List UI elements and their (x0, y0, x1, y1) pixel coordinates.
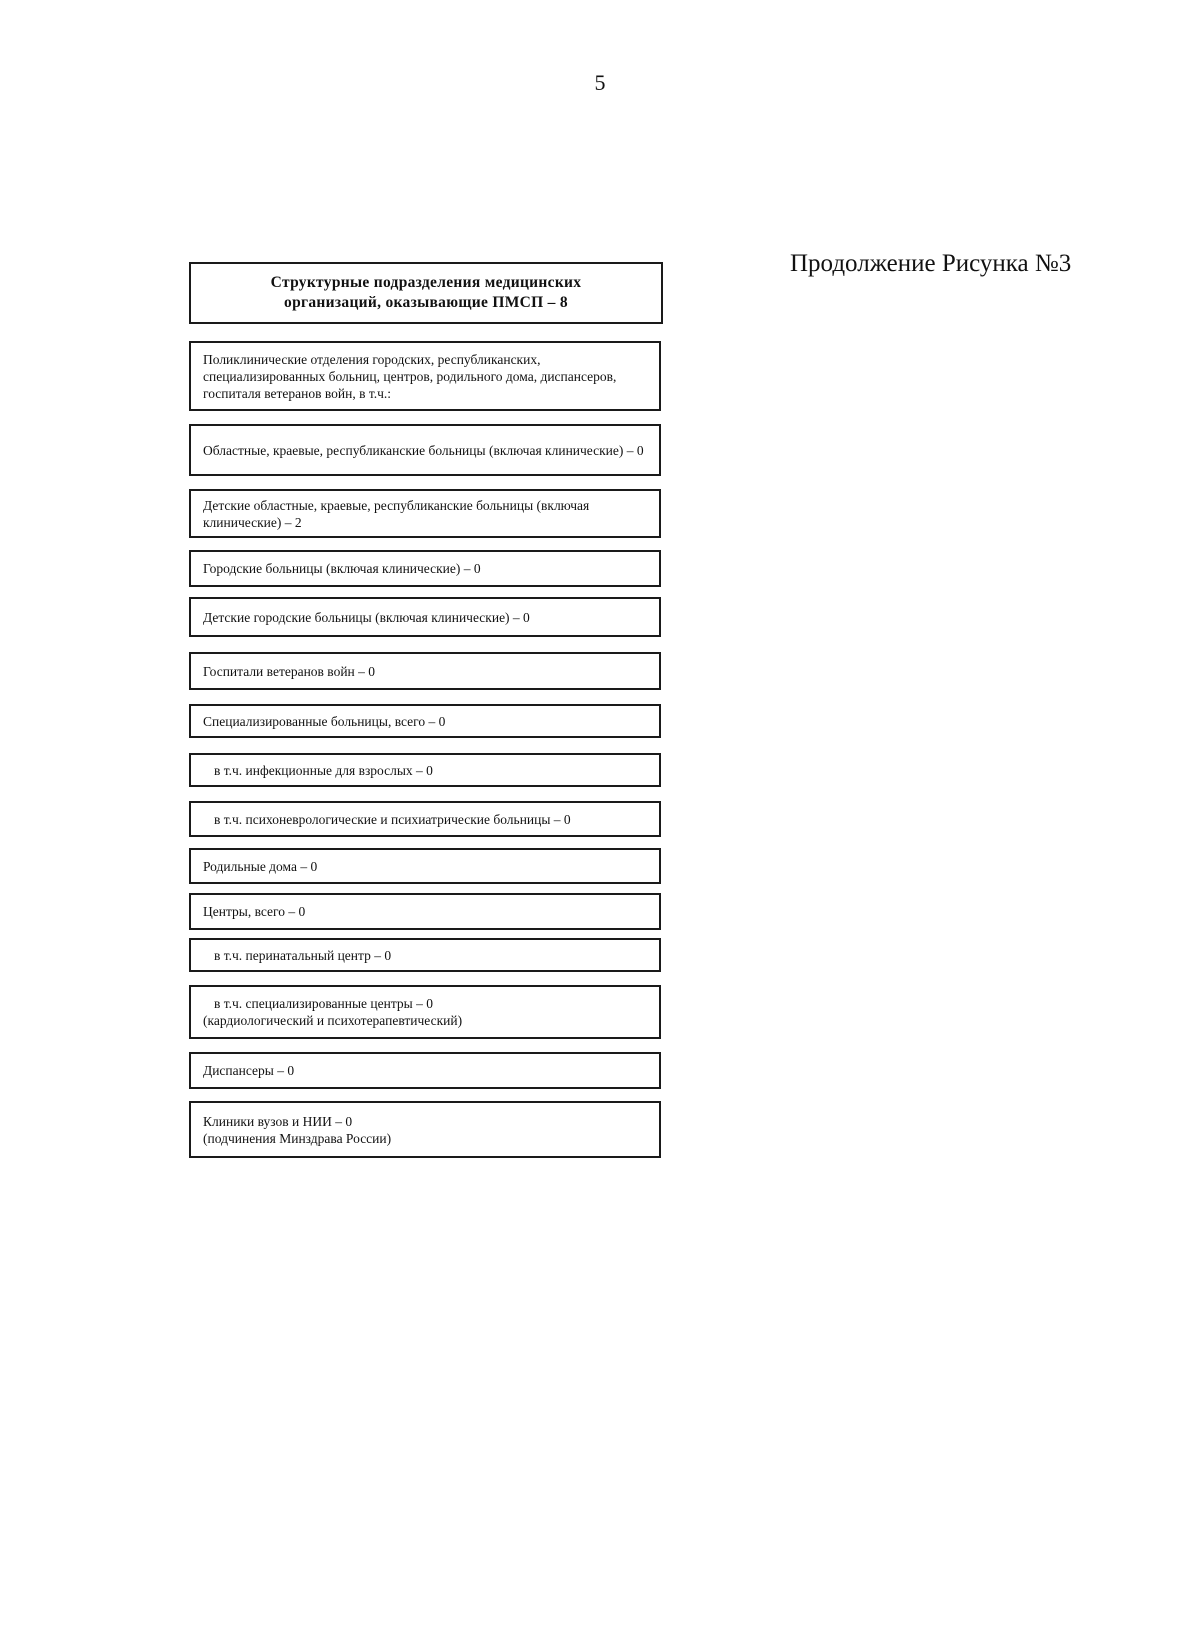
specialized-hospitals-box (189, 704, 661, 738)
box-text: Детские городские больницы (включая клинические) – 0 (203, 609, 530, 625)
city-hospitals-box (189, 550, 661, 587)
org-chart-header-box (189, 262, 663, 324)
centers-box (189, 893, 661, 930)
figure-continuation-label: Продолжение Рисунка №3 (790, 250, 1072, 277)
box-text: Центры, всего – 0 (203, 904, 306, 919)
maternity-homes-box (189, 848, 661, 884)
regional-hospitals-box (189, 424, 661, 476)
psychiatric-hospitals-box (189, 801, 661, 837)
box-text: в т.ч. психоневрологические и психиатрические больницы – 0 (214, 811, 571, 827)
infectious-adult-hospitals-box (189, 753, 661, 787)
box-text: Городские больницы (включая клинические) – 0 (203, 561, 481, 576)
box-text: в т.ч. перинатальный центр – 0 (214, 947, 392, 963)
page-number: 5 (594, 70, 606, 95)
perinatal-center-box (189, 938, 661, 972)
dispensaries-box (189, 1052, 661, 1089)
university-clinics-box (189, 1101, 661, 1158)
specialized-centers-box (189, 985, 661, 1039)
childrens-regional-hospitals-box (189, 489, 661, 538)
box-text: Детские областные, краевые, республиканские больницы (включая клинические) – 2 (203, 497, 590, 530)
box-text: Специализированные больницы, всего – 0 (203, 713, 446, 729)
box-text: Областные, краевые, республиканские больницы (включая клинические) – 0 (203, 442, 644, 458)
box-text: (кардиологический и психотерапевтический) (203, 1013, 463, 1028)
box-text: Поликлинические отделения городских, республиканских, специализированных больниц, центров, родильного дома, диспансеров, госпиталя ветеранов войн, в т.ч.: (203, 351, 617, 401)
header-box-text: Структурные подразделения медицинских организаций, оказывающие ПМСП – 8 (270, 274, 582, 311)
box-text: в т.ч. инфекционные для взрослых – 0 (214, 762, 433, 778)
box-text: Госпитали ветеранов войн – 0 (203, 663, 376, 679)
childrens-city-hospitals-box (189, 597, 661, 637)
box-text: (подчинения Минздрава России) (203, 1130, 392, 1146)
box-text: в т.ч. специализированные центры – 0 (214, 996, 433, 1011)
veterans-hospitals-box (189, 652, 661, 690)
polyclinic-departments-box (189, 341, 661, 411)
box-text: Родильные дома – 0 (203, 858, 318, 874)
box-text: Клиники вузов и НИИ – 0 (203, 1113, 353, 1129)
box-text: Диспансеры – 0 (203, 1063, 295, 1078)
